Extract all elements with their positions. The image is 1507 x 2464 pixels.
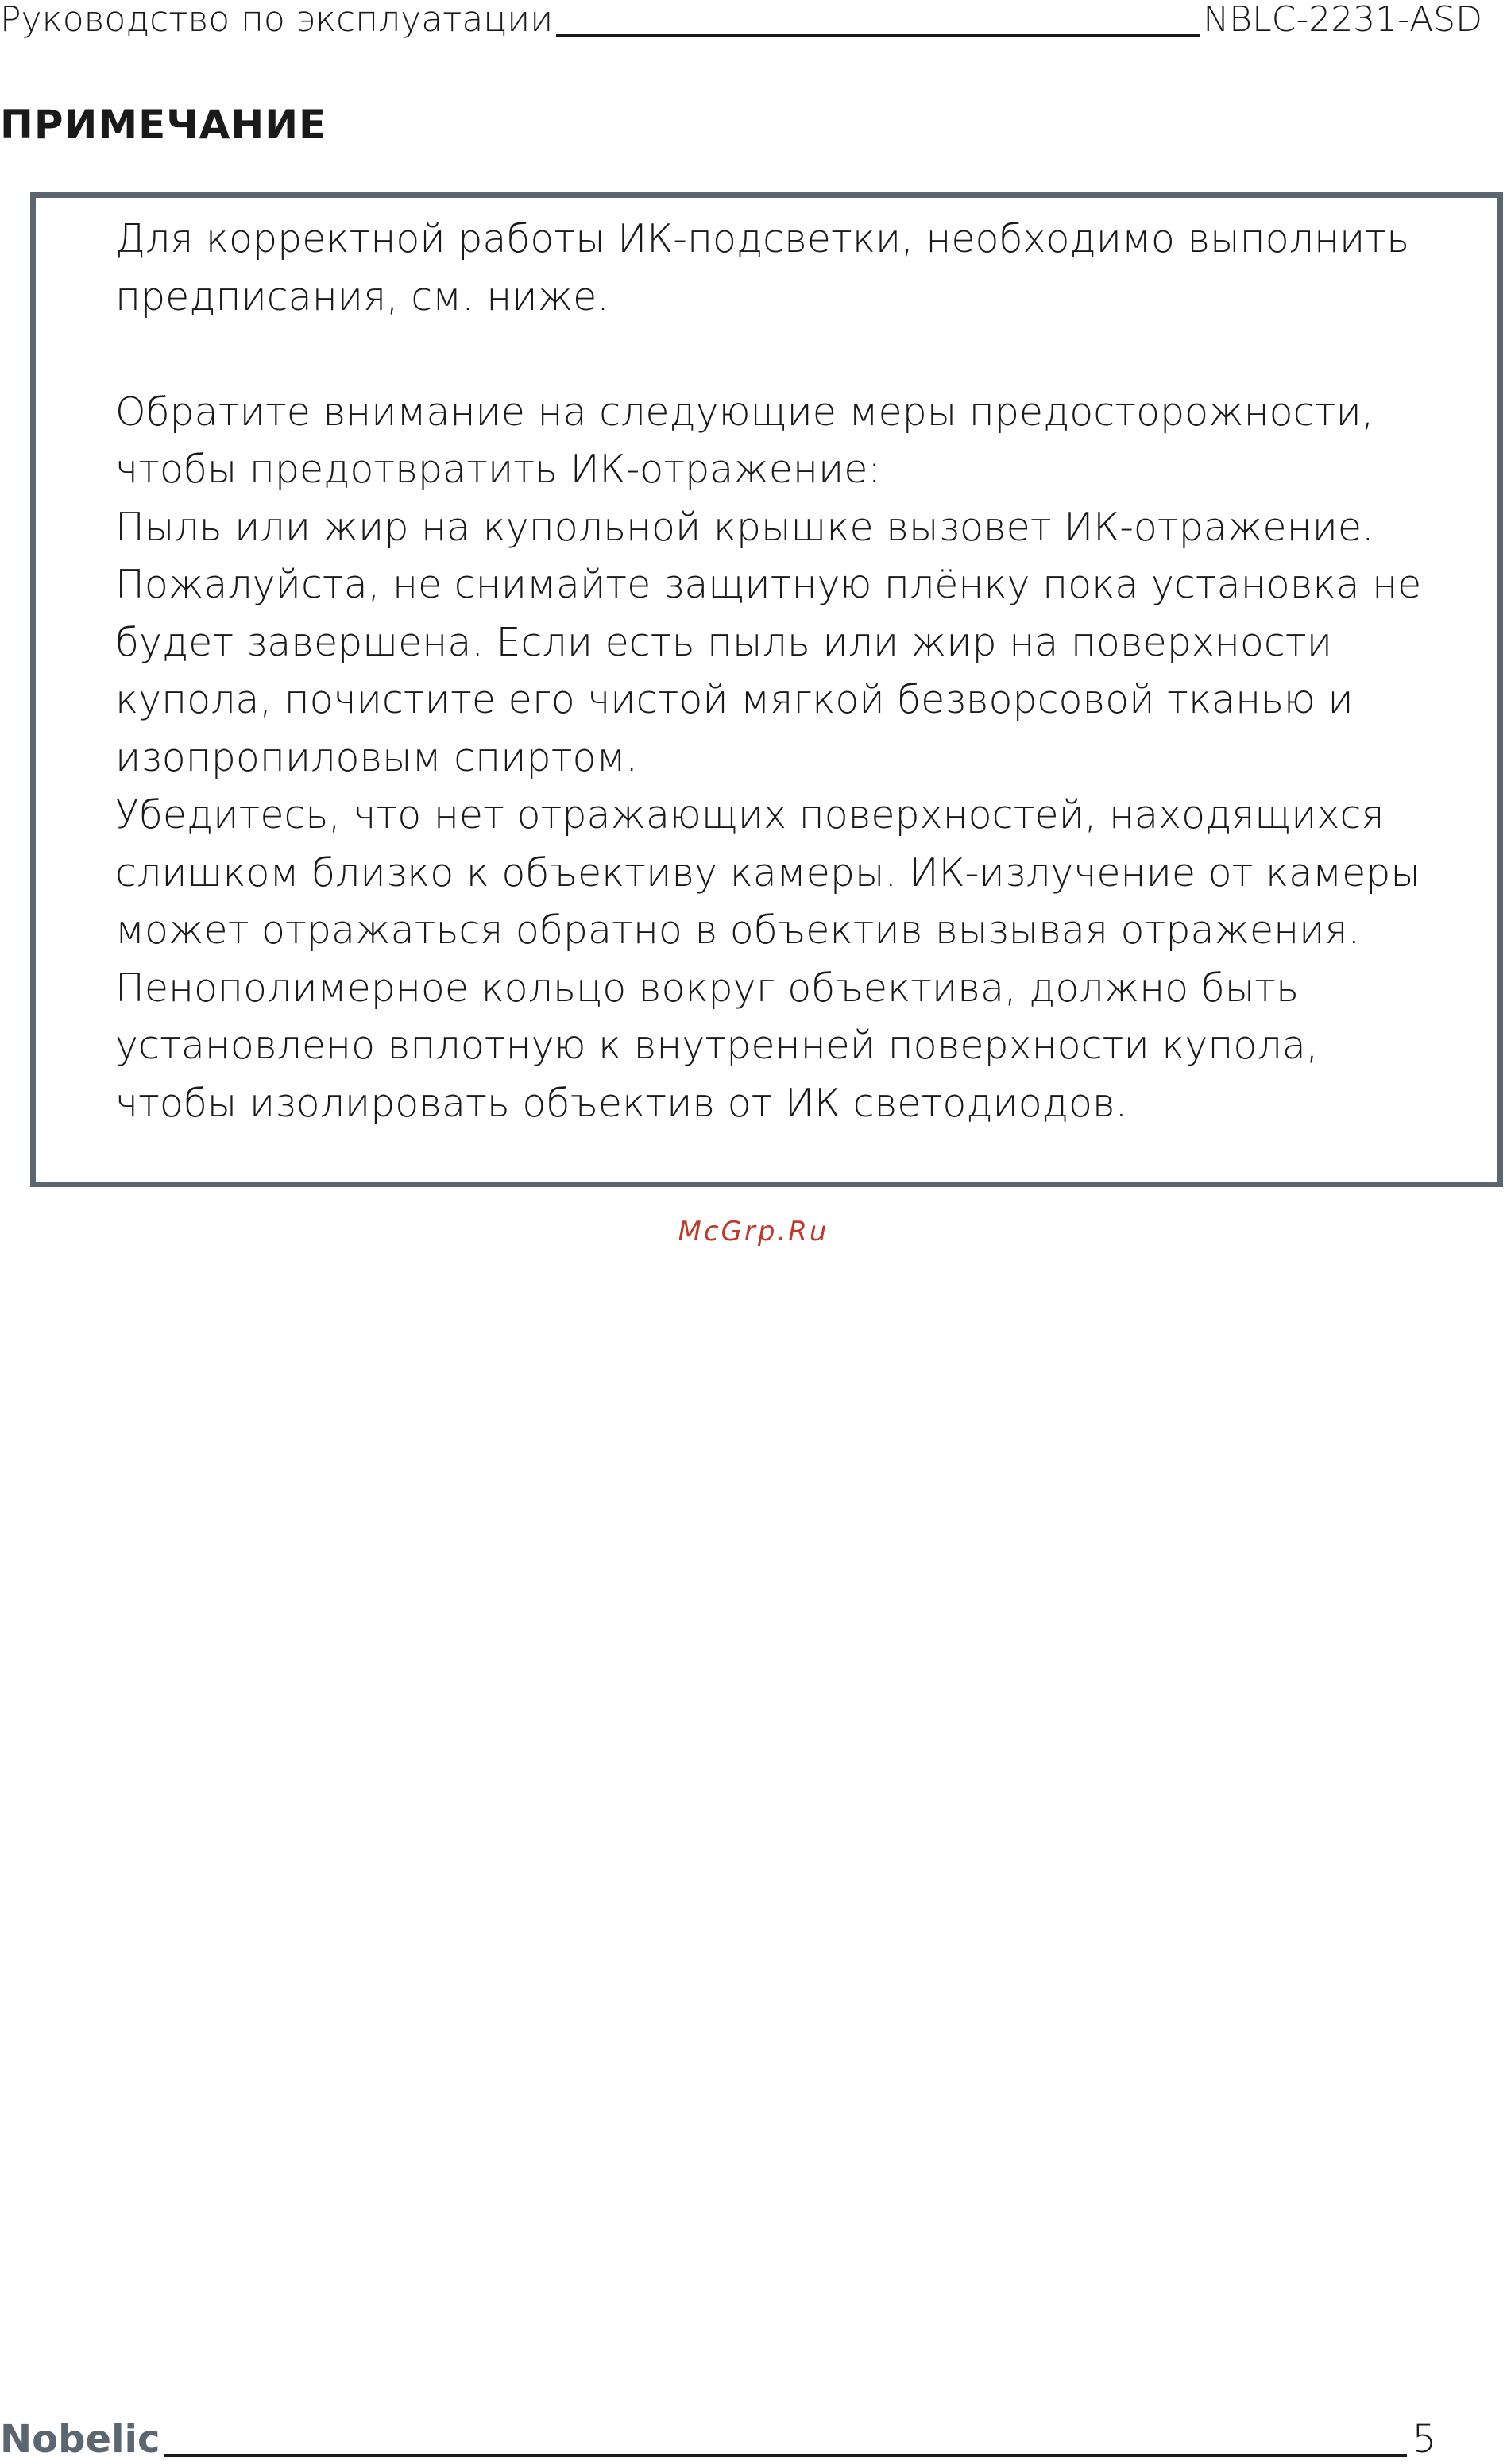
model-number: NBLC-2231-ASD bbox=[1203, 0, 1482, 40]
note-paragraph-reflective-surfaces: Убедитесь, что нет отражающих поверхностей, находящихся слишком близко к объективу камеры. ИК-излучение от камеры может отражаться обратно в объектив вызывая отражения. bbox=[115, 792, 1420, 953]
note-paragraph-dust: Пыль или жир на купольной крышке вызовет ИК-отражение. Пожалуйста, не снимайте защитную плёнку пока установка не будет завершена. Если есть пыль или жир на поверхности купола, почистите его чистой мягкой безворсовой тканью и изопропиловым спиртом. bbox=[115, 504, 1422, 780]
page-number: 5 bbox=[1412, 2417, 1436, 2462]
page-header bbox=[0, 0, 1482, 40]
note-paragraph-intro: Для корректной работы ИК-подсветки, необходимо выполнить предписания, см. ниже. bbox=[115, 216, 1410, 319]
note-paragraph-foam-ring: Пенополимерное кольцо вокруг объектива, должно быть установлено вплотную к внутренней поверхности купола, чтобы изолировать объектив от ИК светодиодов. bbox=[115, 965, 1319, 1126]
header-rule bbox=[556, 34, 1200, 37]
footer-rule bbox=[164, 2454, 1407, 2457]
paragraph-gap bbox=[115, 326, 1450, 384]
note-paragraph-precautions: Обратите внимание на следующие меры предосторожности, чтобы предотвратить ИК-отражение: bbox=[115, 389, 1374, 492]
watermark-link[interactable]: McGrp.Ru bbox=[678, 1216, 829, 1247]
manual-title: Руководство по эксплуатации bbox=[0, 0, 554, 40]
brand-logo: Nobelic bbox=[0, 2417, 160, 2462]
note-heading: ПРИМЕЧАНИЕ bbox=[0, 102, 327, 148]
page-footer bbox=[0, 2414, 1436, 2462]
note-box bbox=[30, 192, 1503, 1187]
